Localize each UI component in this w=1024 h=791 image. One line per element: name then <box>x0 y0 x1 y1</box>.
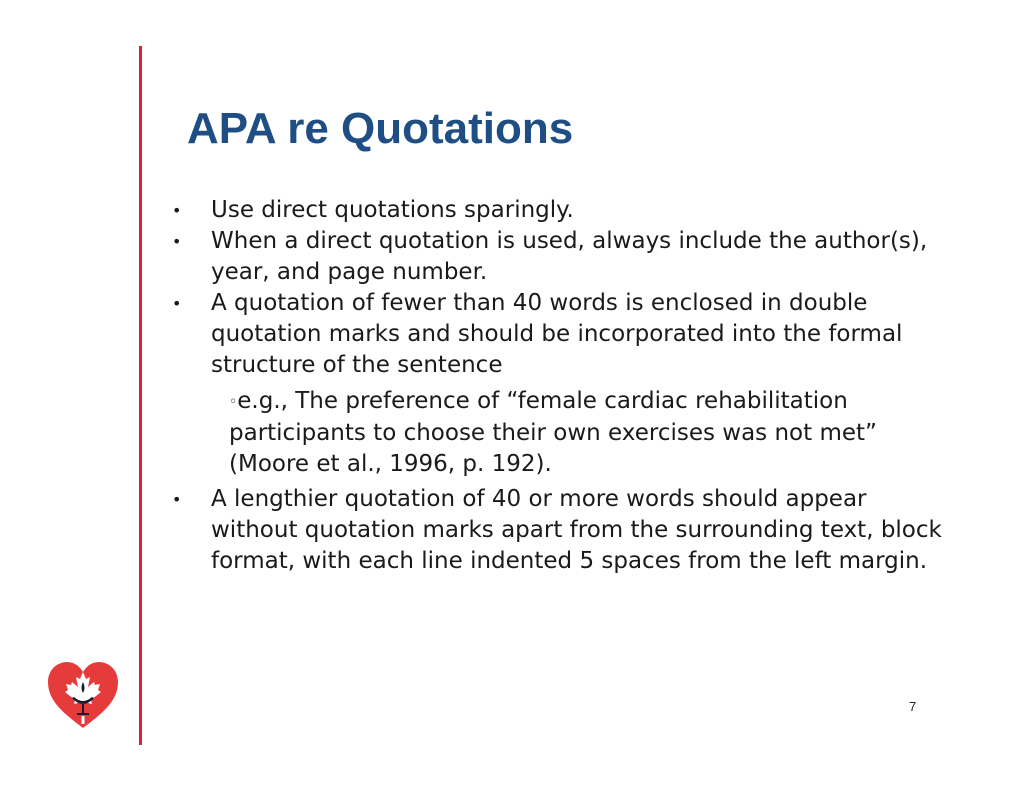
sub-bullet-item <box>170 386 950 480</box>
bullet-item <box>170 484 950 577</box>
bullet-text: A quotation of fewer than 40 words is enclosed in double quotation marks and should be incorporated into the formal structure of the sentence <box>211 290 903 378</box>
vertical-accent-rule <box>139 46 142 745</box>
bullet-dot: • <box>172 232 182 251</box>
bullet-dot: • <box>172 294 182 313</box>
bullet-item <box>170 226 950 288</box>
heart-logo-icon <box>45 660 121 730</box>
bullet-text: When a direct quotation is used, always include the author(s), year, and page number. <box>211 228 928 285</box>
bullet-dot: • <box>172 201 182 220</box>
slide-body <box>170 195 950 577</box>
bullet-text: Use direct quotations sparingly. <box>211 197 574 223</box>
sub-bullet-text: e.g., The preference of “female cardiac rehabilitation participants to choose their own exercises was not met” (Moore et al., 1996, p. 192). <box>229 388 877 477</box>
slide-title: APA re Quotations <box>187 104 574 153</box>
bullet-text: A lengthier quotation of 40 or more words should appear without quotation marks apart from the surrounding text, block format, with each line indented 5 spaces from the left margin. <box>211 486 942 574</box>
bullet-item <box>170 288 950 381</box>
page-number: 7 <box>909 699 917 714</box>
sub-bullet-marker: ◦ <box>229 394 238 410</box>
bullet-dot: • <box>172 490 182 509</box>
bullet-item <box>170 195 950 226</box>
